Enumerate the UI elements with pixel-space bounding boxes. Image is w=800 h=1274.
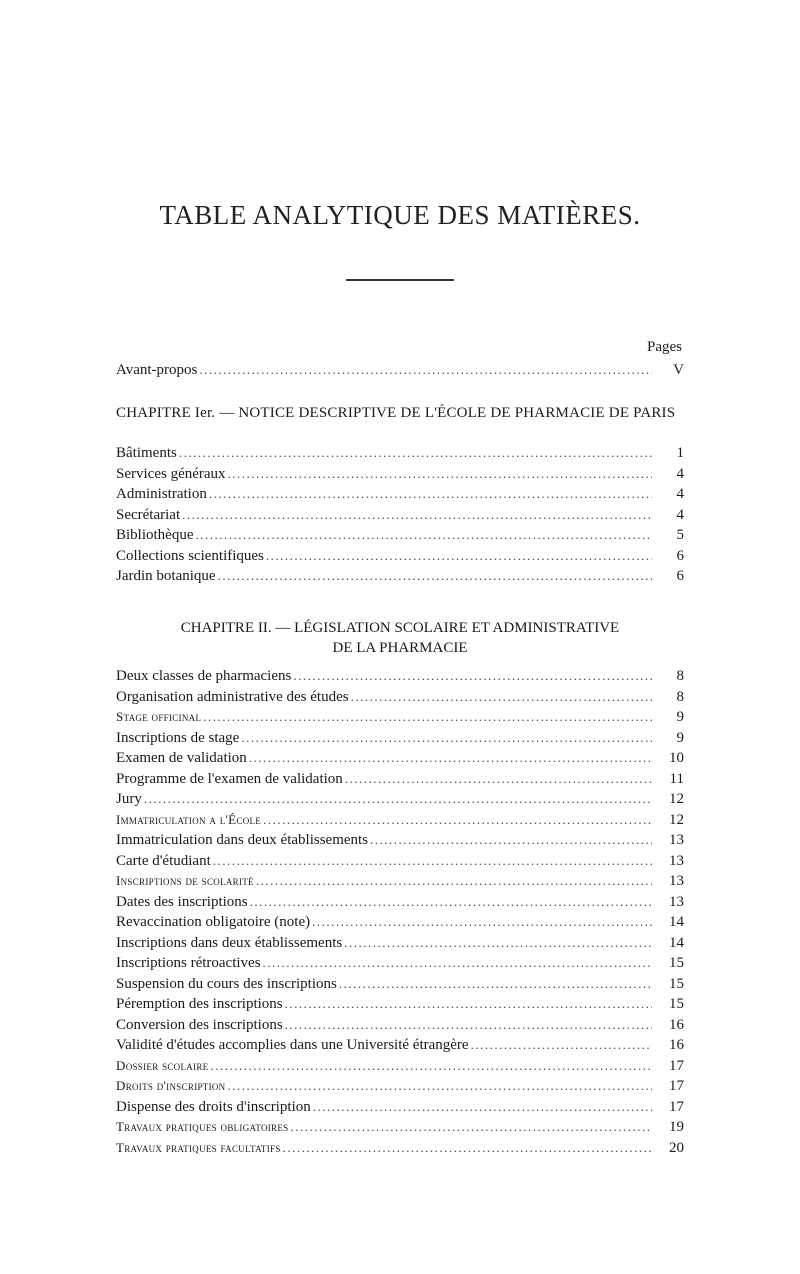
leader-dots bbox=[351, 687, 652, 708]
toc-entry bbox=[116, 1056, 684, 1077]
toc-entry-page: 6 bbox=[676, 568, 684, 584]
toc-entry-page: 13 bbox=[669, 893, 684, 910]
chapter-2-heading-line2: DE LA PHARMACIE bbox=[332, 640, 468, 656]
leader-dots bbox=[312, 912, 652, 933]
leader-dots bbox=[241, 728, 652, 749]
toc-entry bbox=[116, 1076, 684, 1097]
toc-entry bbox=[116, 953, 684, 974]
leader-dots bbox=[370, 830, 652, 851]
toc-entry-label: Bibliothèque bbox=[116, 527, 194, 543]
toc-entry bbox=[116, 484, 684, 505]
toc-entry-page: 20 bbox=[669, 1139, 684, 1156]
chapter-2-heading bbox=[116, 618, 684, 658]
leader-dots bbox=[256, 871, 652, 892]
chapter-1-entries bbox=[116, 443, 684, 587]
leader-dots bbox=[263, 953, 652, 974]
chapter-1-heading: CHAPITRE Ier. — NOTICE DESCRIPTIVE DE L'ÉCOLE DE PHARMACIE DE PARIS bbox=[116, 405, 676, 421]
toc-entry-label: Dates des inscriptions bbox=[116, 893, 248, 910]
toc-entry-page: 1 bbox=[676, 445, 684, 461]
toc-entry bbox=[116, 443, 684, 464]
leader-dots bbox=[285, 994, 652, 1015]
toc-entry bbox=[116, 666, 684, 687]
leader-dots bbox=[210, 1056, 652, 1077]
toc-entry-label: Collections scientifiques bbox=[116, 547, 264, 564]
toc-entry bbox=[116, 1035, 684, 1056]
toc-entry-page: 10 bbox=[669, 750, 684, 766]
toc-entry bbox=[116, 789, 684, 810]
toc-entry bbox=[116, 707, 684, 728]
toc-entry-page: 11 bbox=[669, 770, 684, 787]
toc-entry-page: V bbox=[673, 362, 684, 378]
leader-dots bbox=[228, 1076, 653, 1097]
toc-avant-propos bbox=[116, 360, 684, 381]
leader-dots bbox=[250, 892, 652, 913]
toc-entry bbox=[116, 892, 684, 913]
toc-entry bbox=[116, 687, 684, 708]
toc-entry bbox=[116, 566, 684, 587]
leader-dots bbox=[344, 933, 652, 954]
leader-dots bbox=[249, 748, 652, 769]
toc-entry bbox=[116, 810, 684, 831]
toc-entry-page: 17 bbox=[669, 1098, 684, 1115]
toc-entry-label: Programme de l'examen de validation bbox=[116, 770, 343, 787]
toc-entry-label: Droits d'inscription bbox=[116, 1078, 226, 1093]
toc-entry-page: 8 bbox=[676, 668, 684, 684]
leader-dots bbox=[209, 484, 652, 505]
page-title: TABLE ANALYTIQUE DES MATIÈRES. bbox=[159, 200, 641, 230]
toc-entry-label: Péremption des inscriptions bbox=[116, 996, 283, 1012]
toc-entry-label: Deux classes de pharmaciens bbox=[116, 668, 292, 684]
toc-entry-label: Dossier scolaire bbox=[116, 1057, 209, 1073]
toc-entry-label: Inscriptions rétroactives bbox=[116, 955, 261, 971]
leader-dots bbox=[290, 1117, 652, 1138]
toc-entry bbox=[116, 464, 684, 485]
toc-entry-page: 13 bbox=[669, 832, 684, 848]
toc-entry bbox=[116, 505, 684, 526]
toc-entry-label: Suspension du cours des inscriptions bbox=[116, 975, 337, 992]
toc-entry bbox=[116, 994, 684, 1015]
toc-entry bbox=[116, 525, 684, 546]
toc-entry-label: Travaux pratiques facultatifs bbox=[116, 1139, 281, 1155]
toc-entry-label: Bâtiments bbox=[116, 445, 177, 461]
toc-entry-label: Conversion des inscriptions bbox=[116, 1016, 283, 1033]
toc-entry-page: 13 bbox=[669, 852, 684, 869]
leader-dots bbox=[293, 666, 652, 687]
leader-dots bbox=[179, 443, 652, 464]
toc-entry-page: 17 bbox=[669, 1057, 684, 1074]
toc-entry-label: Validité d'études accomplies dans une Université étrangère bbox=[116, 1037, 469, 1053]
chapter-2-entries bbox=[116, 666, 684, 1158]
toc-entry bbox=[116, 748, 684, 769]
toc-entry bbox=[116, 360, 684, 381]
leader-dots bbox=[263, 810, 652, 831]
toc-entry-page: 5 bbox=[676, 527, 684, 543]
leader-dots bbox=[182, 505, 652, 526]
leader-dots bbox=[345, 769, 652, 790]
toc-entry-page: 17 bbox=[669, 1078, 684, 1094]
toc-entry bbox=[116, 546, 684, 567]
leader-dots bbox=[228, 464, 652, 485]
leader-dots bbox=[218, 566, 652, 587]
toc-entry-label: Carte d'étudiant bbox=[116, 852, 211, 869]
toc-entry-label: Secrétariat bbox=[116, 506, 181, 523]
toc-entry-page: 19 bbox=[669, 1119, 684, 1135]
toc-entry-label: Immatriculation a l'École bbox=[116, 811, 262, 827]
toc-entry-page: 12 bbox=[669, 791, 684, 807]
toc-entry-label: Inscriptions dans deux établissements bbox=[116, 934, 343, 951]
toc-entry-page: 9 bbox=[676, 729, 684, 746]
toc-entry-label: Jury bbox=[116, 791, 142, 807]
toc-entry-page: 16 bbox=[669, 1037, 684, 1053]
toc-entry bbox=[116, 871, 684, 892]
toc-entry bbox=[116, 1015, 684, 1036]
toc-entry-label: Administration bbox=[116, 486, 207, 502]
title-rule bbox=[346, 279, 454, 281]
toc-entry-label: Revaccination obligatoire (note) bbox=[116, 914, 311, 930]
toc-entry bbox=[116, 1097, 684, 1118]
toc-entry-label: Immatriculation dans deux établissements bbox=[116, 832, 369, 848]
toc-entry-page: 16 bbox=[669, 1016, 684, 1033]
leader-dots bbox=[213, 851, 652, 872]
toc-entry-page: 15 bbox=[669, 996, 684, 1012]
toc-entry-label: Services généraux bbox=[116, 465, 226, 482]
toc-entry bbox=[116, 1138, 684, 1159]
toc-entry-label: Avant-propos bbox=[116, 362, 198, 378]
toc-entry-label: Stage officinal bbox=[116, 709, 202, 724]
toc-entry-page: 14 bbox=[669, 914, 684, 930]
toc-entry-page: 15 bbox=[669, 955, 684, 971]
leader-dots bbox=[196, 525, 653, 546]
leader-dots bbox=[283, 1138, 652, 1159]
toc-entry-page: 13 bbox=[669, 873, 684, 889]
leader-dots bbox=[285, 1015, 652, 1036]
leader-dots bbox=[339, 974, 652, 995]
toc-entry-page: 4 bbox=[676, 486, 684, 502]
toc-entry-page: 4 bbox=[676, 465, 684, 482]
toc-entry-label: Inscriptions de stage bbox=[116, 729, 240, 746]
toc-entry-page: 15 bbox=[669, 975, 684, 992]
toc-entry-label: Dispense des droits d'inscription bbox=[116, 1098, 311, 1115]
toc-entry bbox=[116, 933, 684, 954]
toc-entry bbox=[116, 830, 684, 851]
leader-dots bbox=[471, 1035, 652, 1056]
chapter-2-heading-line1: CHAPITRE II. — LÉGISLATION SCOLAIRE ET ADMINISTRATIVE bbox=[180, 620, 620, 636]
toc-entry-page: 8 bbox=[676, 688, 684, 705]
toc-entry-label: Examen de validation bbox=[116, 750, 247, 766]
pages-column-heading: Pages bbox=[647, 339, 682, 355]
toc-entry bbox=[116, 851, 684, 872]
leader-dots bbox=[266, 546, 652, 567]
leader-dots bbox=[203, 707, 652, 728]
toc-entry bbox=[116, 912, 684, 933]
toc-entry-label: Organisation administrative des études bbox=[116, 688, 349, 705]
toc-entry-label: Travaux pratiques obligatoires bbox=[116, 1119, 289, 1134]
leader-dots bbox=[199, 360, 652, 381]
toc-entry bbox=[116, 1117, 684, 1138]
toc-entry-page: 12 bbox=[669, 811, 684, 828]
toc-entry bbox=[116, 769, 684, 790]
toc-entry bbox=[116, 728, 684, 749]
leader-dots bbox=[144, 789, 652, 810]
toc-entry-label: Inscriptions de scolarité bbox=[116, 873, 254, 888]
leader-dots bbox=[313, 1097, 652, 1118]
toc-entry bbox=[116, 974, 684, 995]
toc-entry-page: 4 bbox=[676, 506, 684, 523]
toc-entry-label: Jardin botanique bbox=[116, 568, 216, 584]
toc-entry-page: 14 bbox=[669, 934, 684, 951]
toc-entry-page: 6 bbox=[676, 547, 684, 564]
toc-entry-page: 9 bbox=[676, 709, 684, 725]
